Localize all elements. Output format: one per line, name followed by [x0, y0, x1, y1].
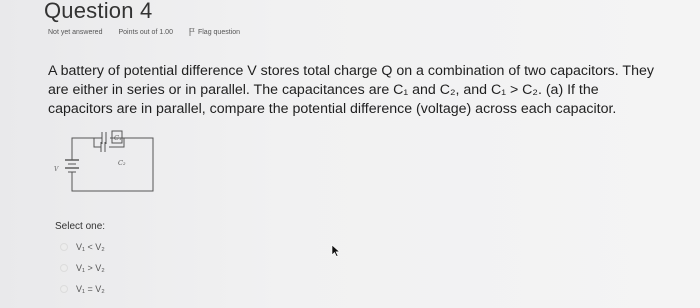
- flag-question-label: Flag question: [197, 28, 240, 36]
- option-label: V₁ > V₂: [76, 262, 105, 273]
- option-v1-less-v2[interactable]: [60, 236, 105, 257]
- mouse-cursor-icon: [331, 244, 340, 257]
- question-points: Points out of 1.00: [118, 28, 173, 36]
- question-title: Question 4: [44, 0, 153, 23]
- flag-icon: [189, 28, 195, 36]
- option-radio[interactable]: [60, 285, 68, 293]
- flag-question-link[interactable]: [189, 28, 240, 36]
- option-radio[interactable]: [60, 243, 68, 251]
- c2-label: C₂: [118, 159, 126, 167]
- circuit-diagram: [50, 118, 170, 198]
- question-meta: [48, 28, 240, 36]
- v-label: V: [54, 166, 59, 173]
- option-v1-greater-v2[interactable]: [60, 257, 105, 278]
- option-label: V₁ = V₂: [76, 283, 105, 294]
- question-status: Not yet answered: [48, 28, 103, 36]
- select-one-label: Select one:: [55, 221, 106, 232]
- option-v1-equal-v2[interactable]: [60, 278, 105, 299]
- option-radio[interactable]: [60, 264, 68, 272]
- question-text: A battery of potential difference V stores total charge Q on a combination of two capacitors. They are either in series or in parallel. The capacitances are C₁ and C₂, and C₁ > C₂. (a) If the capacitors are in parallel, compare the potential difference (voltage) across each capacitor.: [48, 63, 654, 117]
- answer-options: [60, 236, 105, 299]
- c1-label: C₁: [114, 134, 122, 142]
- option-label: V₁ < V₂: [76, 241, 105, 252]
